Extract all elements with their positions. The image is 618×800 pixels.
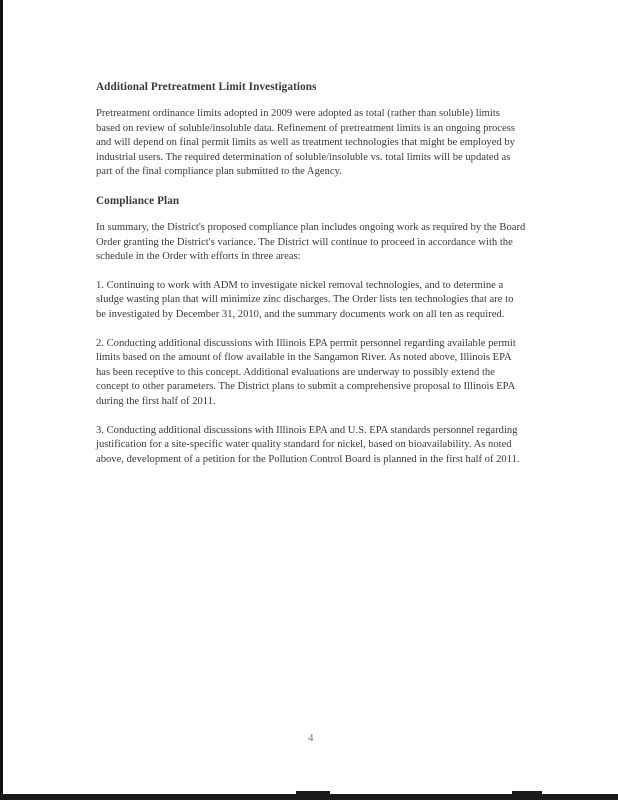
scan-left-edge (0, 0, 3, 800)
paragraph-pretreatment-limits: Pretreatment ordinance limits adopted in 2009 were adopted as total (rather than soluble) limits based on review of soluble/insoluble data. Refinement of pretreatment limits is an ongoing process and will depend on final permit limits as well as treatment technologies that might be employed by industrial users. The required determination of soluble/insoluble vs. total limits will be updated as part of the final compliance plan submitted to the Agency. (96, 108, 515, 178)
page-number: 4 (308, 732, 314, 744)
paragraph-item-2-permit-limits: 2. Conducting additional discussions with Illinois EPA permit personnel regarding available permit limits based on the amount of flow available in the Sangamon River. As noted above, Illinois EPA has been receptive to this concept. Additional evaluations are underway to possibly extend the concept to other parameters. The District plans to submit a comprehensive proposal to Illinois EPA during the first half of 2011. (96, 337, 516, 407)
document-body (96, 74, 526, 467)
section-heading-compliance-plan: Compliance Plan (96, 194, 180, 207)
paragraph-item-3-water-quality-standard: 3. Conducting additional discussions with Illinois EPA and U.S. EPA standards personnel regarding justification for a site-specific water quality standard for nickel, based on bioavailability. As noted above, development of a petition for the Pollution Control Board is planned in the first half of 2011. (96, 424, 520, 465)
paragraph-item-1-adm: 1. Continuing to work with ADM to investigate nickel removal technologies, and to determine a sludge wasting plan that will minimize zinc discharges. The Order lists ten technologies that are to be investigated by December 31, 2010, and the summary documents work on all ten as required. (96, 279, 514, 320)
scan-bottom-edge (0, 794, 618, 800)
section-heading-pretreatment: Additional Pretreatment Limit Investigations (96, 81, 317, 93)
paragraph-compliance-summary: In summary, the District's proposed compliance plan includes ongoing work as required by the Board Order granting the District's variance. The District will continue to proceed in accordance with the schedule in the Order with efforts in three areas: (96, 221, 526, 263)
